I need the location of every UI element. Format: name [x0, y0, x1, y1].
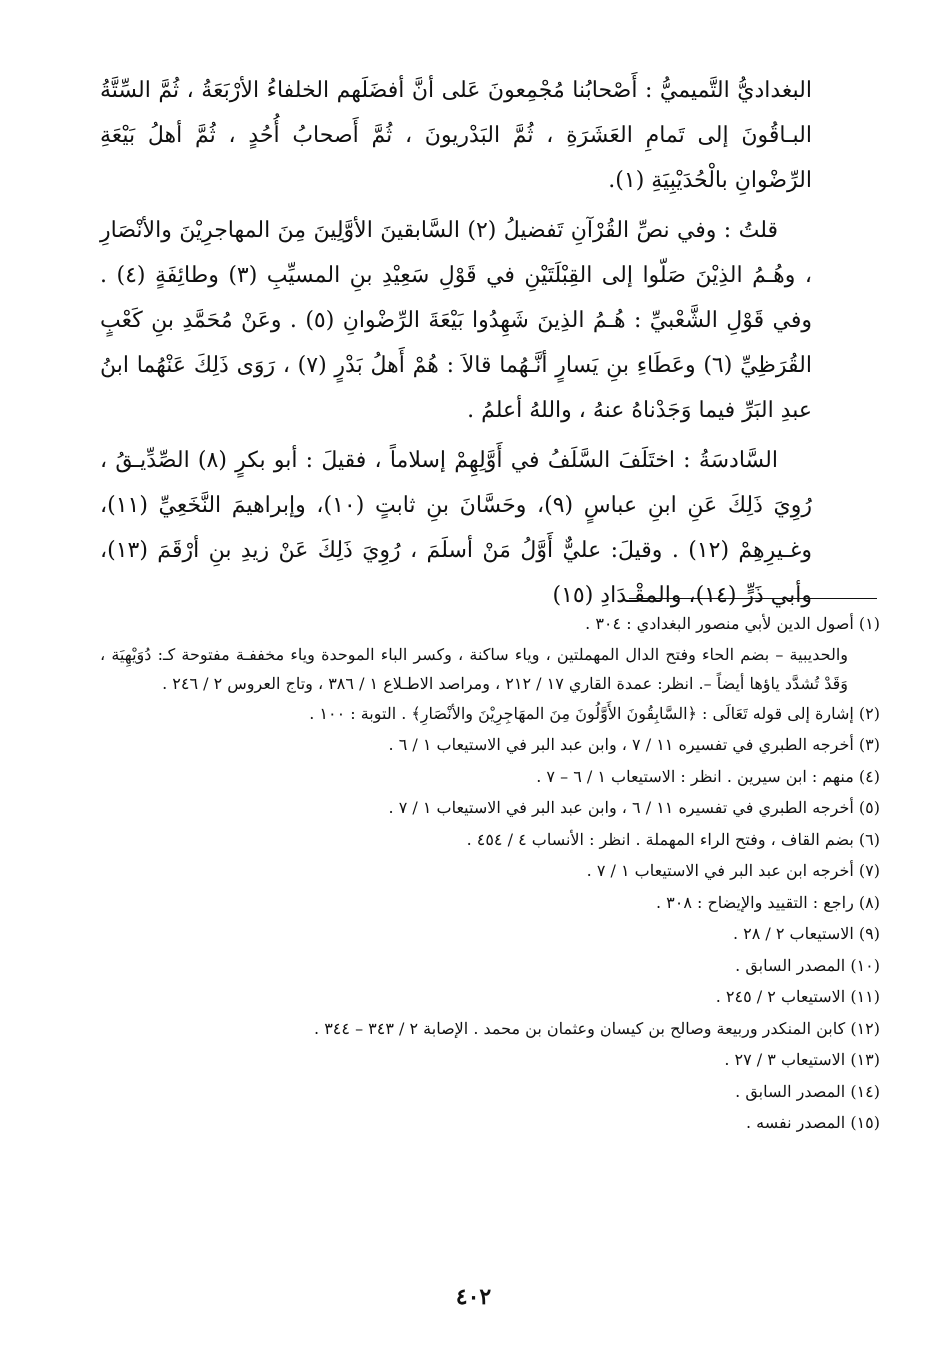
main-text [100, 68, 812, 623]
footnote-4: (٤) منهم : ابن سيرين . انظر : الاستيعاب ١ / ٦ – ٧ . [536, 766, 880, 786]
footnote-15: (١٥) المصدر نفسه . [746, 1113, 880, 1132]
footnote-9: (٩) الاستيعاب ٢ / ٢٨ . [732, 924, 880, 943]
footnote-separator [629, 598, 877, 599]
paragraph-2: قلتُ : وفي نصِّ القُرْآنِ تَفضيلُ (٢) السَّابقينَ الأوَّلِينَ مِنَ المهاجرِيْنَ والأنْصَارِ ، وهُـمُ الذِيْنَ صَلّوا إلى القِبْلَتَيْنِ في قَوْلِ سَعِيْدِ بنِ المسيِّبِ (٣) وطائِفَةٍ (٤) . وفي قَوْلِ الشَّعْبيِّ : هُـمُ الذِينَ شَهِدُوا بَيْعَةَ الرِّضْوانِ (٥) . وعَنْ مُحَمَّدِ بنِ كَعْبٍ القُرَظِيِّ (٦) وعَطَاءِ بنِ يَسارٍ أنَّـهُما قالاَ : هُمْ أَهلُ بَدْرٍ (٧) ، رَوَى ذَلِكَ عَنْهُما ابنُ عبدِ البَرِّ فيما وَجَدْناهُ عنهُ ، واللهُ أعلمُ . [100, 218, 812, 423]
footnote-11: (١١) الاستيعاب ٢ / ٢٤٥ . [715, 987, 880, 1006]
footnote-10: (١٠) المصدر السابق . [735, 955, 880, 975]
footnote-1: (١) أصول الدين لأبي منصور البغدادي : ٣٠٤ . [585, 614, 880, 633]
footnote-14: (١٤) المصدر السابق . [735, 1081, 880, 1101]
paragraph-1: البغداديُّ التَّميميُّ : أَصْحابُنا مُجْمِعونَ عَلى أنَّ أفضَلَهم الخلفاءُ الأرْبَعَةُ ، ثُمَّ السِّتَّةُ البـاقُونَ إلى تَمامِ العَشَرَةِ ، ثُمَّ البَدْريونَ ، ثُمَّ أَصحابُ أُحُدٍ ، ثُمَّ أهلُ بَيْعَةِ الرِّضْوانِ بالْحُدَيْبِيَةِ (١). [100, 78, 812, 193]
footnotes [100, 608, 880, 1139]
footnote-5: (٥) أخرجه الطبري في تفسيره ١١ / ٦ ، وابن عبد البر في الاستيعاب ١ / ٧ . [388, 798, 880, 817]
paragraph-3: السَّادسَةُ : اختَلَفَ السَّلَفُ في أَوَّلِهِمْ إسلاماً ، فقيلَ : أبو بكرٍ (٨) الصِّدِّيـقُ ، رُوِيَ ذَلِكَ عَنِ ابنِ عباسٍ (٩)، وحَسَّانَ بنِ ثابتٍ (١٠)، وإبراهيمَ النَّخَعِيِّ (١١)، وغـيرِهِمْ (١٢) . وقيلَ: عليٌّ أَوَّلُ مَنْ أسلَمَ ، رُوِيَ ذَلِكَ عَنْ زيدِ بنِ أرْقَمَ (١٣)، وأبي ذَرٍّ (١٤)، والمقْـدَادِ (١٥) [100, 448, 813, 608]
footnote-3: (٣) أخرجه الطبري في تفسيره ١١ / ٧ ، وابن عبد البر في الاستيعاب ١ / ٦ . [388, 735, 880, 754]
footnote-8: (٨) راجع : التقييد والإيضاح : ٣٠٨ . [655, 892, 880, 912]
footnote-13: (١٣) الاستيعاب ٣ / ٢٧ . [724, 1050, 880, 1069]
footnote-6: (٦) بضم القاف ، وفتح الراء المهملة . انظر : الأنساب ٤ / ٤٥٤ . [466, 829, 880, 849]
footnote-7: (٧) أخرجه ابن عبد البر في الاستيعاب ١ / ٧ . [586, 861, 880, 880]
footnote-2: (٢) إشارة إلى قوله تَعَالَى : ﴿السَّابِقُونَ الأَوَّلُونَ مِنَ المهَاجِرِيْنَ والأنْصَارِ﴾ . التوبة : ١٠٠ . [309, 703, 880, 723]
footnote-12: (١٢) كابن المنكدر وربيعة وصالح بن كيسان وعثمان بن محمد . الإصابة ٢ / ٣٤٣ – ٣٤٤ . [314, 1018, 880, 1038]
footnote-1-continuation: والحديبية – بضم الحاء وفتح الدال المهملتين ، وياء ساكنة ، وكسر الباء الموحدة وياء مخففـة مفتوحة كـ: دُوَيْهِيَة ، وَقَدْ تُشدَّد ياؤها أيضاً –. انظر: عمدة القاري ١٧ / ٢١٢ ، ومراصد الاطـلاع ١ / ٣٨٦ ، وتاج العروس ٢ / ٢٤٦ . [100, 644, 848, 693]
page-number: ٤٠٢ [455, 1284, 492, 1310]
